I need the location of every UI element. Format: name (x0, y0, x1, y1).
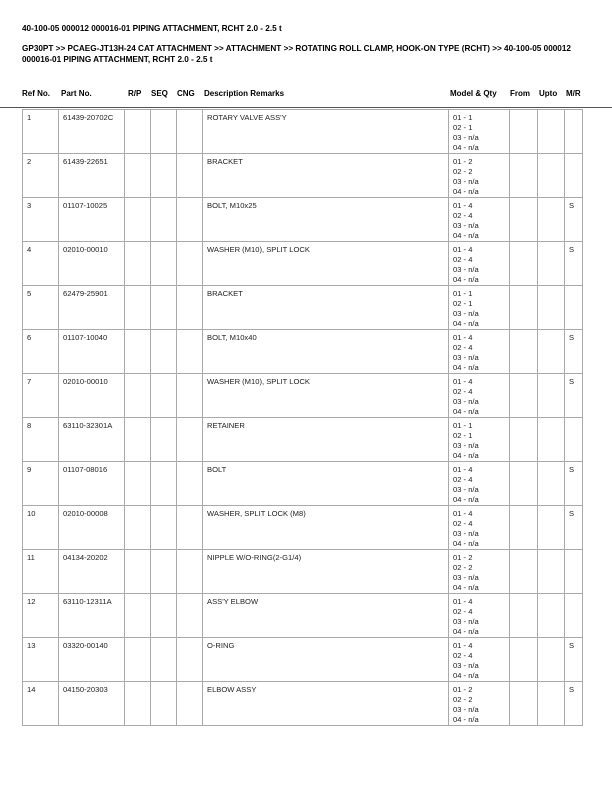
model-qty-line: 04 - n/a (453, 319, 479, 328)
cng-cell (177, 462, 203, 506)
description: BRACKET (203, 154, 449, 198)
table-header (0, 88, 612, 108)
rp-cell (125, 418, 151, 462)
rp-cell (125, 110, 151, 154)
mr-cell (565, 418, 583, 462)
seq-cell (151, 638, 177, 682)
model-qty-line: 02 - 2 (453, 695, 473, 704)
cng-cell (177, 286, 203, 330)
part-no: 63110-12311A (59, 594, 125, 638)
mr-cell: S (565, 330, 583, 374)
col-part: Part No. (61, 89, 92, 98)
rp-cell (125, 506, 151, 550)
cng-cell (177, 682, 203, 726)
model-qty-line: 04 - n/a (453, 451, 479, 460)
from-cell (510, 330, 538, 374)
model-qty-line: 04 - n/a (453, 231, 479, 240)
part-no: 01107-10025 (59, 198, 125, 242)
mr-cell (565, 550, 583, 594)
part-no: 62479-25901 (59, 286, 125, 330)
rp-cell (125, 594, 151, 638)
part-no: 02010-00008 (59, 506, 125, 550)
from-cell (510, 506, 538, 550)
model-qty-line: 04 - n/a (453, 407, 479, 416)
cng-cell (177, 594, 203, 638)
upto-cell (538, 374, 565, 418)
cng-cell (177, 154, 203, 198)
table-row (23, 154, 583, 198)
cng-cell (177, 638, 203, 682)
model-qty (449, 682, 510, 726)
description: NIPPLE W/O-RING(2-G1/4) (203, 550, 449, 594)
rp-cell (125, 198, 151, 242)
mr-cell (565, 286, 583, 330)
seq-cell (151, 154, 177, 198)
table-row (23, 374, 583, 418)
model-qty-line: 03 - n/a (453, 573, 479, 582)
model-qty-line: 01 - 4 (453, 465, 473, 474)
model-qty-line: 01 - 1 (453, 421, 473, 430)
table-row (23, 418, 583, 462)
model-qty-line: 01 - 2 (453, 157, 473, 166)
description: WASHER, SPLIT LOCK (M8) (203, 506, 449, 550)
ref-no: 10 (23, 506, 59, 550)
description: BOLT, M10x40 (203, 330, 449, 374)
col-upto: Upto (539, 89, 558, 98)
model-qty-line: 01 - 4 (453, 333, 473, 342)
table-row (23, 286, 583, 330)
from-cell (510, 682, 538, 726)
seq-cell (151, 594, 177, 638)
mr-cell: S (565, 638, 583, 682)
part-no: 04150-20303 (59, 682, 125, 726)
model-qty-line: 01 - 1 (453, 289, 473, 298)
from-cell (510, 286, 538, 330)
upto-cell (538, 462, 565, 506)
model-qty-line: 04 - n/a (453, 495, 479, 504)
model-qty-line: 04 - n/a (453, 627, 479, 636)
seq-cell (151, 506, 177, 550)
model-qty-line: 02 - 4 (453, 607, 473, 616)
mr-cell: S (565, 242, 583, 286)
model-qty-line: 03 - n/a (453, 617, 479, 626)
seq-cell (151, 418, 177, 462)
model-qty-line: 03 - n/a (453, 133, 479, 142)
seq-cell (151, 462, 177, 506)
cng-cell (177, 550, 203, 594)
mr-cell: S (565, 682, 583, 726)
model-qty-line: 03 - n/a (453, 661, 479, 670)
col-cng: CNG (177, 89, 195, 98)
seq-cell (151, 286, 177, 330)
upto-cell (538, 330, 565, 374)
ref-no: 12 (23, 594, 59, 638)
from-cell (510, 594, 538, 638)
description: BRACKET (203, 286, 449, 330)
model-qty-line: 01 - 2 (453, 553, 473, 562)
model-qty-line: 01 - 1 (453, 113, 473, 122)
part-no: 01107-08016 (59, 462, 125, 506)
cng-cell (177, 198, 203, 242)
model-qty-line: 03 - n/a (453, 397, 479, 406)
table-row (23, 594, 583, 638)
model-qty-line: 02 - 4 (453, 343, 473, 352)
part-no: 02010-00010 (59, 242, 125, 286)
part-no: 63110-32301A (59, 418, 125, 462)
mr-cell: S (565, 198, 583, 242)
parts-table (22, 109, 583, 726)
model-qty (449, 594, 510, 638)
part-no: 61439-20702C (59, 110, 125, 154)
model-qty-line: 04 - n/a (453, 539, 479, 548)
seq-cell (151, 242, 177, 286)
part-no: 03320-00140 (59, 638, 125, 682)
model-qty-line: 01 - 2 (453, 685, 473, 694)
model-qty-line: 02 - 4 (453, 651, 473, 660)
ref-no: 14 (23, 682, 59, 726)
model-qty-line: 01 - 4 (453, 641, 473, 650)
upto-cell (538, 154, 565, 198)
seq-cell (151, 682, 177, 726)
model-qty (449, 154, 510, 198)
upto-cell (538, 638, 565, 682)
ref-no: 4 (23, 242, 59, 286)
cng-cell (177, 506, 203, 550)
ref-no: 8 (23, 418, 59, 462)
model-qty-line: 03 - n/a (453, 309, 479, 318)
ref-no: 5 (23, 286, 59, 330)
upto-cell (538, 682, 565, 726)
model-qty-line: 02 - 1 (453, 123, 473, 132)
ref-no: 1 (23, 110, 59, 154)
model-qty-line: 04 - n/a (453, 363, 479, 372)
seq-cell (151, 330, 177, 374)
col-ref: Ref No. (22, 89, 50, 98)
ref-no: 13 (23, 638, 59, 682)
col-desc: Description Remarks (204, 89, 285, 98)
seq-cell (151, 198, 177, 242)
model-qty-line: 02 - 4 (453, 387, 473, 396)
model-qty (449, 330, 510, 374)
model-qty-line: 02 - 4 (453, 475, 473, 484)
ref-no: 3 (23, 198, 59, 242)
model-qty-line: 04 - n/a (453, 143, 479, 152)
model-qty-line: 01 - 4 (453, 201, 473, 210)
mr-cell: S (565, 506, 583, 550)
description: O-RING (203, 638, 449, 682)
description: ASS'Y ELBOW (203, 594, 449, 638)
model-qty-line: 03 - n/a (453, 529, 479, 538)
model-qty (449, 242, 510, 286)
from-cell (510, 462, 538, 506)
model-qty-line: 01 - 4 (453, 245, 473, 254)
cng-cell (177, 330, 203, 374)
ref-no: 9 (23, 462, 59, 506)
model-qty-line: 03 - n/a (453, 705, 479, 714)
model-qty (449, 506, 510, 550)
col-seq: SEQ (151, 89, 168, 98)
model-qty-line: 03 - n/a (453, 441, 479, 450)
model-qty-line: 03 - n/a (453, 265, 479, 274)
mr-cell: S (565, 374, 583, 418)
model-qty-line: 04 - n/a (453, 715, 479, 724)
cng-cell (177, 374, 203, 418)
rp-cell (125, 330, 151, 374)
table-row (23, 682, 583, 726)
from-cell (510, 374, 538, 418)
table-row (23, 506, 583, 550)
description: BOLT, M10x25 (203, 198, 449, 242)
rp-cell (125, 242, 151, 286)
mr-cell: S (565, 462, 583, 506)
description: ELBOW ASSY (203, 682, 449, 726)
from-cell (510, 242, 538, 286)
model-qty-line: 01 - 4 (453, 597, 473, 606)
model-qty-line: 02 - 4 (453, 211, 473, 220)
from-cell (510, 418, 538, 462)
ref-no: 2 (23, 154, 59, 198)
col-from: From (510, 89, 530, 98)
upto-cell (538, 198, 565, 242)
description: RETAINER (203, 418, 449, 462)
part-no: 61439-22651 (59, 154, 125, 198)
col-model-qty: Model & Qty (450, 89, 497, 98)
model-qty-line: 01 - 4 (453, 377, 473, 386)
model-qty (449, 198, 510, 242)
upto-cell (538, 110, 565, 154)
table-row (23, 110, 583, 154)
model-qty-line: 01 - 4 (453, 509, 473, 518)
from-cell (510, 550, 538, 594)
model-qty (449, 286, 510, 330)
rp-cell (125, 462, 151, 506)
description: WASHER (M10), SPLIT LOCK (203, 374, 449, 418)
model-qty-line: 04 - n/a (453, 275, 479, 284)
mr-cell (565, 154, 583, 198)
part-no: 02010-00010 (59, 374, 125, 418)
mr-cell (565, 594, 583, 638)
ref-no: 11 (23, 550, 59, 594)
ref-no: 6 (23, 330, 59, 374)
model-qty (449, 550, 510, 594)
seq-cell (151, 110, 177, 154)
seq-cell (151, 374, 177, 418)
model-qty-line: 04 - n/a (453, 583, 479, 592)
rp-cell (125, 374, 151, 418)
upto-cell (538, 550, 565, 594)
from-cell (510, 198, 538, 242)
upto-cell (538, 594, 565, 638)
description: ROTARY VALVE ASS'Y (203, 110, 449, 154)
cng-cell (177, 110, 203, 154)
model-qty-line: 03 - n/a (453, 353, 479, 362)
model-qty-line: 02 - 2 (453, 563, 473, 572)
description: WASHER (M10), SPLIT LOCK (203, 242, 449, 286)
model-qty-line: 04 - n/a (453, 671, 479, 680)
model-qty-line: 03 - n/a (453, 177, 479, 186)
col-rp: R/P (128, 89, 142, 98)
model-qty-line: 04 - n/a (453, 187, 479, 196)
rp-cell (125, 154, 151, 198)
model-qty (449, 462, 510, 506)
table-row (23, 198, 583, 242)
table-row (23, 242, 583, 286)
upto-cell (538, 242, 565, 286)
from-cell (510, 638, 538, 682)
part-no: 04134-20202 (59, 550, 125, 594)
col-mr: M/R (566, 89, 581, 98)
part-no: 01107-10040 (59, 330, 125, 374)
upto-cell (538, 506, 565, 550)
upto-cell (538, 418, 565, 462)
table-row (23, 330, 583, 374)
page-title: 40-100-05 000012 000016-01 PIPING ATTACHMENT, RCHT 2.0 - 2.5 t (22, 24, 282, 33)
rp-cell (125, 286, 151, 330)
model-qty-line: 03 - n/a (453, 221, 479, 230)
model-qty (449, 110, 510, 154)
model-qty-line: 02 - 2 (453, 167, 473, 176)
rp-cell (125, 682, 151, 726)
model-qty (449, 374, 510, 418)
from-cell (510, 110, 538, 154)
model-qty-line: 02 - 1 (453, 431, 473, 440)
upto-cell (538, 286, 565, 330)
table-row (23, 638, 583, 682)
model-qty (449, 638, 510, 682)
breadcrumb: GP30PT >> PCAEG-JT13H-24 CAT ATTACHMENT >> ATTACHMENT >> ROTATING ROLL CLAMP, HOOK-ON TYPE (RCHT) >> 40-100-05 000012 000016-01 PIPING ATTACHMENT, RCHT 2.0 - 2.5 t (22, 44, 571, 64)
model-qty-line: 02 - 4 (453, 255, 473, 264)
description: BOLT (203, 462, 449, 506)
rp-cell (125, 550, 151, 594)
rp-cell (125, 638, 151, 682)
from-cell (510, 154, 538, 198)
mr-cell (565, 110, 583, 154)
cng-cell (177, 418, 203, 462)
table-row (23, 550, 583, 594)
ref-no: 7 (23, 374, 59, 418)
model-qty (449, 418, 510, 462)
model-qty-line: 02 - 1 (453, 299, 473, 308)
cng-cell (177, 242, 203, 286)
table-row (23, 462, 583, 506)
model-qty-line: 02 - 4 (453, 519, 473, 528)
model-qty-line: 03 - n/a (453, 485, 479, 494)
seq-cell (151, 550, 177, 594)
